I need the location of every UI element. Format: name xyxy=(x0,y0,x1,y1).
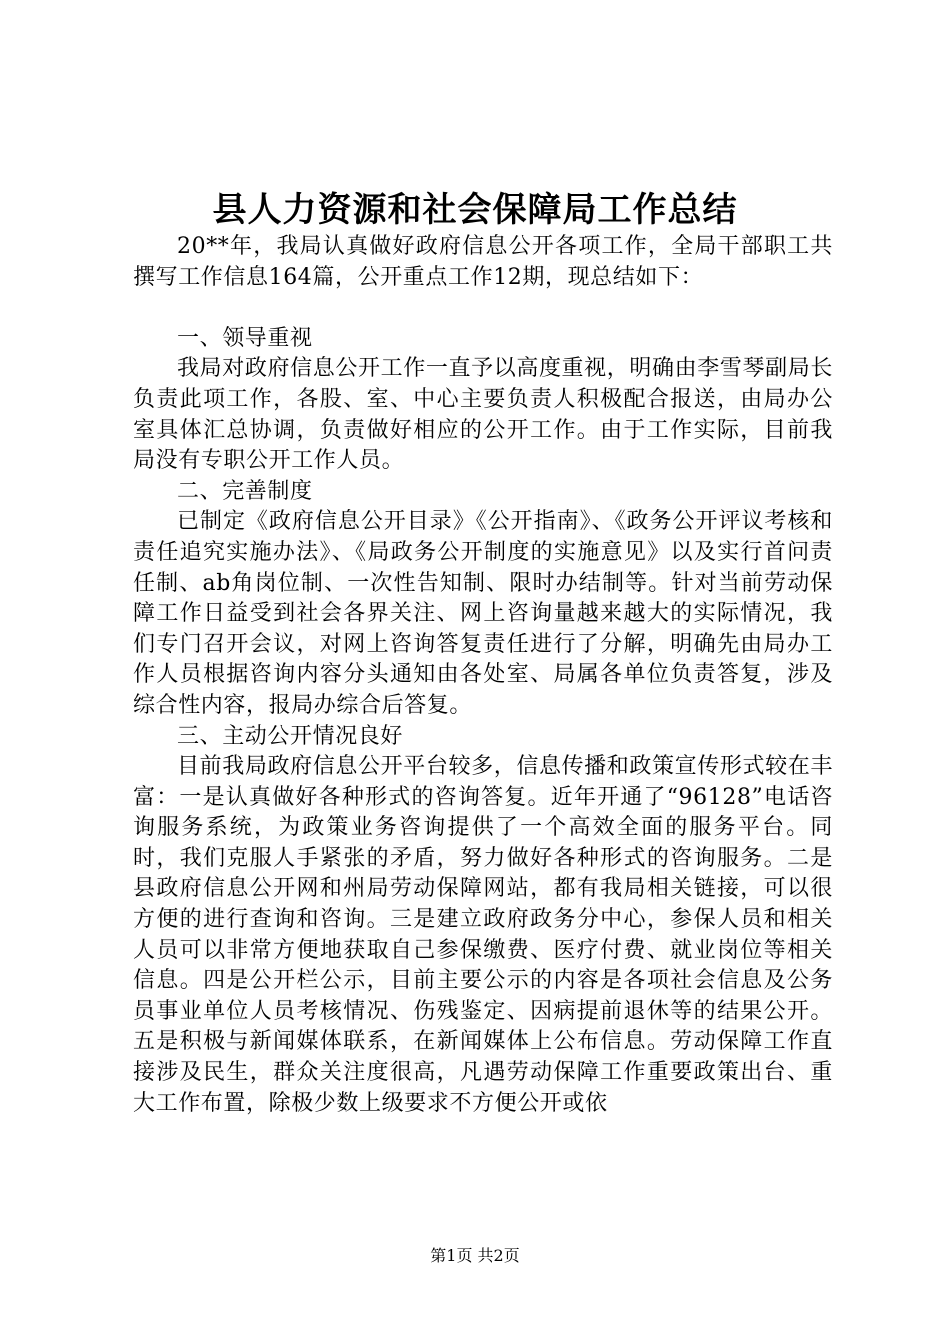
section-body-1: 我局对政府信息公开工作一直予以高度重视，明确由李雪琴副局长负责此项工作，各股、室、中心主要负责人积极配合报送，由局办公室具体汇总协调，负责做好相应的公开工作。由于工作实际，目前我局没有专职公开工作人员。 xyxy=(133,356,833,474)
section-body-3: 目前我局政府信息公开平台较多，信息传播和政策宣传形式较在丰富：一是认真做好各种形式的咨询答复。近年开通了“96128”电话咨询服务系统，为政策业务咨询提供了一个高效全面的服务平台。同时，我们克服人手紧张的矛盾，努力做好各种形式的咨询服务。二是县政府信息公开网和州局劳动保障网站，都有我局相关链接，可以很方便的进行查询和咨询。三是建立政府政务分中心，参保人员和相关人员可以非常方便地获取自己参保缴费、医疗付费、就业岗位等相关信息。四是公开栏公示，目前主要公示的内容是各项社会信息及公务员事业单位人员考核情况、伤残鉴定、因病提前退休等的结果公开。五是积极与新闻媒体联系，在新闻媒体上公布信息。劳动保障工作直接涉及民生，群众关注度很高，凡遇劳动保障工作重要政策出台、重大工作布置，除极少数上级要求不方便公开或依 xyxy=(133,754,833,1116)
section-heading-2: 二、完善制度 xyxy=(177,478,313,504)
section-heading-3: 三、主动公开情况良好 xyxy=(177,723,404,749)
section-heading-1: 一、领导重视 xyxy=(177,325,313,351)
page-footer: 第1页 共2页 xyxy=(430,1246,520,1265)
section-body-2: 已制定《政府信息公开目录》《公开指南》、《政务公开评议考核和责任追究实施办法》、《局政务公开制度的实施意见》以及实行首问责任制、ab角岗位制、一次性告知制、限时办结制等。针对当前劳动保障工作日益受到社会各界关注、网上咨询量越来越大的实际情况，我们专门召开会议，对网上咨询答复责任进行了分解，明确先由局办工作人员根据咨询内容分头通知由各处室、局属各单位负责答复，涉及综合性内容，报局办综合后答复。 xyxy=(133,509,833,718)
document-body xyxy=(133,232,833,1119)
intro-paragraph: 20**年，我局认真做好政府信息公开各项工作，全局干部职工共撰写工作信息164篇，公开重点工作12期，现总结如下： xyxy=(133,234,833,290)
document-title: 县人力资源和社会保障局工作总结 xyxy=(212,190,738,230)
